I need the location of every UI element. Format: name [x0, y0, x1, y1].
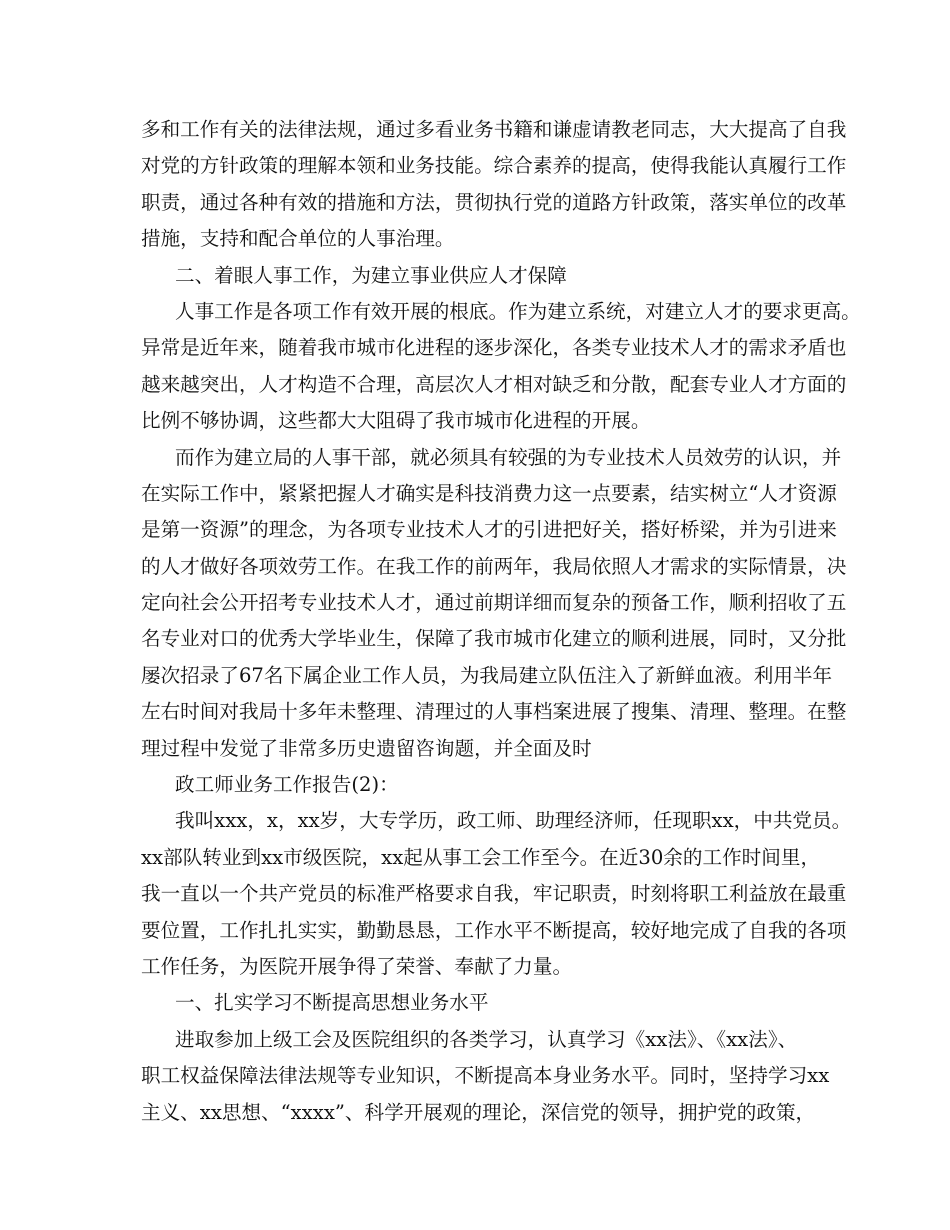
text-line: xx部队转业到xx市级医院，xx起从事工会工作至今。在近30余的工作时间里，	[141, 845, 821, 869]
text-line: 一、扎实学习不断提高思想业务水平	[175, 991, 489, 1015]
section-heading	[141, 985, 817, 1021]
text-line: 是第一资源”的理念，为各项专业技术人才的引进把好关，搭好桥梁，并为引进来	[141, 518, 837, 542]
text-line: 定向社会公开招考专业技术人才，通过前期详细而复杂的预备工作，顺利招收了五	[141, 591, 847, 615]
text-line: 要位置，工作扎扎实实，勤勤恳恳，工作水平不断提高，较好地完成了自我的各项	[141, 918, 847, 942]
section-heading	[141, 767, 817, 803]
body-paragraph	[141, 803, 852, 985]
document-body	[141, 112, 861, 1131]
text-line: 理过程中发觉了非常多历史遗留咨询题，并全面及时	[141, 736, 592, 760]
text-line: 越来越突出，人才构造不合理，高层次人才相对缺乏和分散，配套专业人才方面的	[141, 372, 847, 396]
text-line: 进取参加上级工会及医院组织的各类学习，认真学习《xx法》、《xx法》、	[175, 1027, 798, 1051]
text-line: 职责，通过各种有效的措施和方法，贯彻执行党的道路方针政策，落实单位的改革	[141, 190, 847, 214]
body-paragraph	[141, 112, 847, 258]
body-paragraph	[141, 1022, 830, 1131]
text-line: 对党的方针政策的理解本领和业务技能。综合素养的提高，使得我能认真履行工作	[141, 154, 847, 178]
text-line: 的人才做好各项效劳工作。在我工作的前两年，我局依照人才需求的实际情景，决	[141, 554, 847, 578]
body-paragraph	[141, 440, 847, 768]
text-line: 名专业对口的优秀大学毕业生，保障了我市城市化建立的顺利进展，同时，又分批	[141, 627, 847, 651]
text-line: 多和工作有关的法律法规，通过多看业务书籍和谦虚请教老同志，大大提高了自我	[141, 118, 847, 141]
text-line: 政工师业务工作报告(2)：	[175, 773, 399, 797]
text-line: 二、着眼人事工作，为建立事业供应人才保障	[175, 263, 567, 287]
text-line: 人事工作是各项工作有效开展的根底。作为建立系统，对建立人才的要求更高。	[175, 299, 861, 323]
text-line: 而作为建立局的人事干部，就必须具有较强的为专业技术人员效劳的认识，并	[175, 445, 842, 469]
text-line: 我叫xxx，x，xx岁，大专学历，政工师、助理经济师，任现职xx，中共党员。	[175, 809, 852, 833]
text-line: 在实际工作中，紧紧把握人才确实是科技消费力这一点要素，结实树立“人才资源	[141, 481, 837, 505]
text-line: 比例不够协调，这些都大大阻碍了我市城市化进程的开展。	[141, 409, 651, 433]
text-line: 工作任务，为医院开展争得了荣誉、奉献了力量。	[141, 954, 573, 978]
text-line: 主义、xx思想、“xxxx”、科学开展观的理论，深信党的领导，拥护党的政策，	[141, 1100, 816, 1124]
text-line: 屡次招录了67名下属企业工作人员，为我局建立队伍注入了新鲜血液。利用半年	[141, 663, 833, 687]
text-line: 措施，支持和配合单位的人事治理。	[141, 227, 455, 251]
text-line: 左右时间对我局十多年未整理、清理过的人事档案进展了搜集、清理、整理。在整	[141, 700, 847, 724]
text-line: 异常是近年来，随着我市城市化进程的逐步深化，各类专业技术人才的需求矛盾也	[141, 336, 847, 360]
body-paragraph	[141, 294, 861, 440]
text-line: 职工权益保障法律法规等专业知识，不断提高本身业务水平。同时，坚持学习xx	[141, 1064, 830, 1088]
text-line: 我一直以一个共产党员的标准严格要求自我，牢记职责，时刻将职工利益放在最重	[141, 882, 847, 906]
section-heading	[141, 258, 817, 294]
